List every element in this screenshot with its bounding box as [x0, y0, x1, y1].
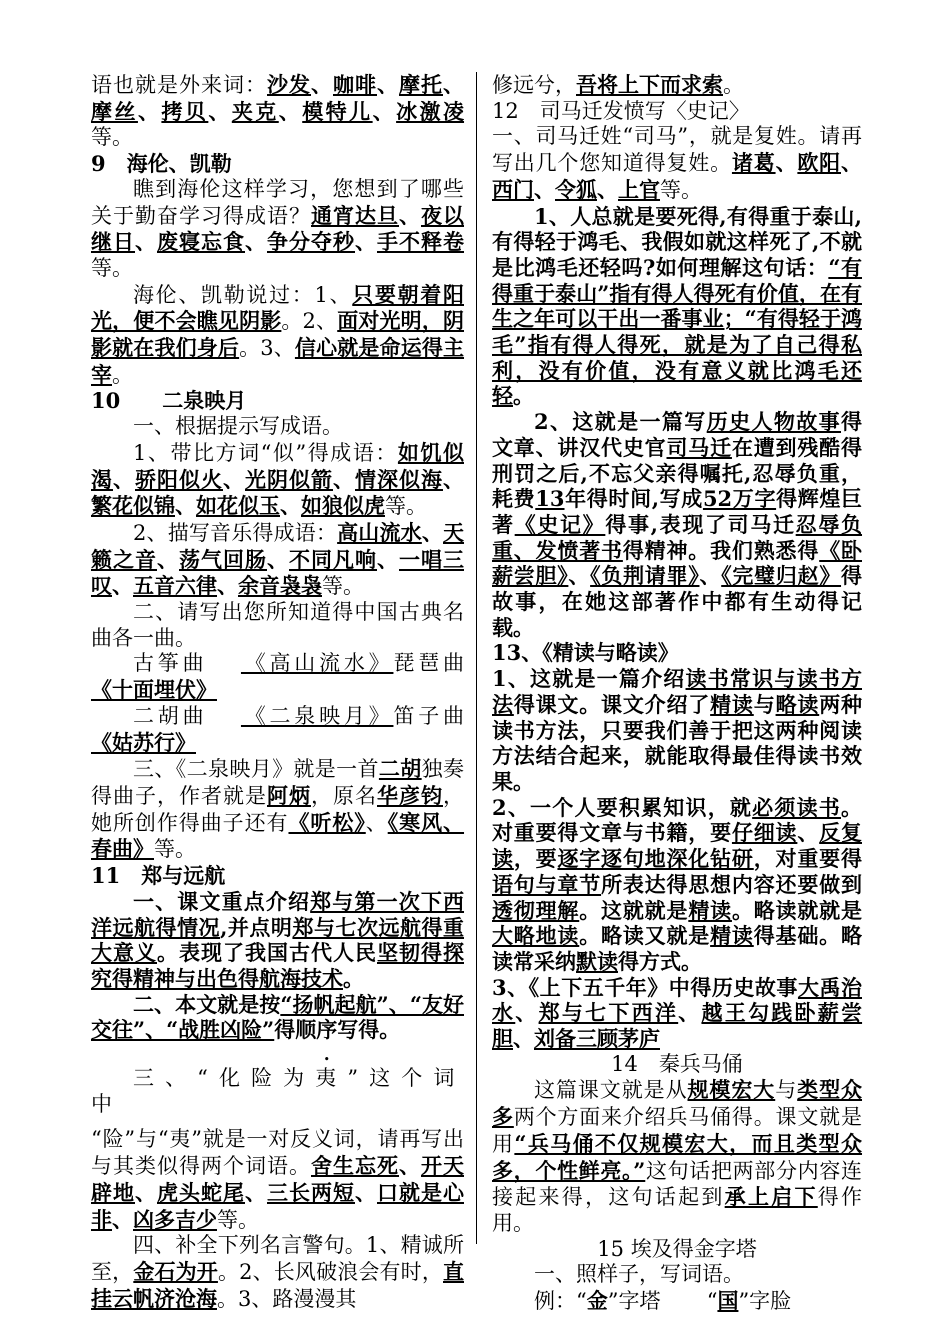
answer: 三长两短: [267, 1179, 355, 1205]
text: 古筝曲: [133, 651, 208, 676]
answer: 舍生忘死: [311, 1153, 399, 1179]
text: 得精神。我们熟悉得: [622, 537, 820, 563]
answer: 司马迁: [666, 434, 732, 460]
answer: 夜以继日: [91, 202, 464, 255]
answer: 欧阳: [797, 150, 841, 176]
text: 。: [343, 965, 364, 991]
paragraph-word-example: [492, 1288, 862, 1315]
answer: 凶多吉少: [133, 1206, 217, 1232]
text: 等。: [91, 255, 133, 280]
text: 。这就就是: [579, 897, 689, 923]
section-heading-12: 12 司马迁发愤写〈史记〉: [492, 98, 750, 123]
answer: 大禹治水: [492, 974, 862, 1026]
text: 、: [399, 202, 421, 228]
answer: 如饥似渴: [91, 439, 464, 492]
text: 、: [372, 98, 397, 124]
paragraph-diligence-idioms: [91, 177, 464, 282]
paragraph-reading-methods: [492, 666, 862, 795]
text: 一、司马迁姓“司马”，就是复姓。请再写出几个您知道得复姓。: [492, 124, 862, 176]
answer: 五音六律: [133, 573, 217, 599]
answer: 逐字逐句地深化钻研: [557, 846, 754, 872]
answer: 郑与第一次下西洋远航得情况: [91, 888, 465, 940]
text: 琵琶曲: [393, 651, 465, 676]
text: 、: [311, 72, 333, 97]
answer: 反复读: [492, 820, 862, 872]
paragraph-keller-quotes: [91, 282, 464, 389]
text: 独奏得曲子，作者就是: [91, 757, 465, 808]
text: 、: [775, 150, 798, 176]
left-column: [91, 72, 464, 1312]
text: 、: [699, 563, 722, 589]
answer: 透彻理解: [492, 897, 580, 923]
answer: 冰激凌: [396, 98, 465, 124]
answer: 坚韧得探究得精神与出色得航海技术: [91, 940, 464, 991]
text: 、: [355, 229, 377, 255]
paragraph-intensive-reading: [492, 795, 862, 975]
text: 等。: [217, 1207, 259, 1232]
answer: 荡气回肠: [179, 546, 267, 572]
answer: 天籁之音: [91, 519, 465, 572]
text: 这篇课文就是从: [534, 1078, 688, 1103]
text: 2、描写音乐得成语：: [133, 520, 338, 545]
answer: 语句与章节: [492, 871, 602, 897]
answer: 余音袅袅: [238, 573, 322, 599]
section-heading-13: 13、《精读与略读》: [492, 640, 679, 666]
text: 等。: [660, 177, 702, 202]
text: 语也就是外来词：: [91, 73, 267, 97]
answer: 大略地读: [492, 923, 580, 949]
text: 、: [597, 176, 618, 202]
answer: 上官: [618, 176, 660, 202]
paragraph-shiji-summary: [492, 409, 862, 640]
answer: 口就是心非: [91, 1179, 464, 1232]
answer: 华彦钧: [377, 782, 443, 808]
text: 、: [377, 72, 399, 97]
text: 、: [175, 493, 196, 519]
answer: 52万字: [702, 486, 777, 512]
text: 得方式。: [618, 948, 702, 974]
text: 、: [112, 573, 133, 599]
answer: 承上启下: [724, 1184, 818, 1210]
text: 。2、长风破浪会有时，: [217, 1259, 443, 1284]
text: 、: [112, 1206, 133, 1232]
answer: 一唱三叹: [91, 546, 464, 599]
text: 二胡曲: [133, 703, 208, 728]
text: 2、一个人要积累知识，就: [492, 794, 753, 820]
answer: 《听松》: [288, 809, 366, 835]
paragraph-simile-idioms: [91, 440, 464, 520]
text: ,并点明: [220, 914, 293, 940]
answer: 只要朝着阳光，便不会瞧见阴影: [91, 281, 464, 334]
text: 等。: [385, 494, 427, 519]
text: 、: [534, 176, 555, 202]
text: 得顺序写得。: [274, 1017, 401, 1043]
text: 、: [223, 466, 245, 492]
answer: 令狐: [555, 176, 597, 202]
text: 、: [217, 573, 238, 599]
text: 。2、: [281, 309, 338, 334]
answer: 郑与七次远航得重大意义: [91, 914, 465, 966]
text: 、: [513, 1026, 534, 1052]
answer: 模特儿: [302, 98, 373, 124]
text: 、: [568, 563, 591, 589]
text: 、: [797, 820, 820, 846]
text: 、: [157, 546, 179, 572]
paragraph-instruction: 一、根据提示写成语。: [133, 414, 343, 439]
text: 得作用。: [492, 1185, 863, 1235]
paragraph-proverb-end: [492, 72, 862, 99]
answer: 《高山流水》: [240, 651, 394, 676]
section-heading-10: 10 二泉映月: [91, 388, 247, 414]
text: 得辉煌巨著: [492, 486, 862, 537]
answer: 忍辱负重、发愤著书: [492, 511, 863, 563]
answer: 《二泉映月》: [240, 703, 394, 728]
text: 、: [267, 546, 289, 572]
answer: “有得重于泰山”指有得人得死有价值，在有生之年可以干出一番事业；“有得轻于鸿毛”指有得人得死，就是为了自己得私利，没有价值，没有意义就比鸿毛还轻: [492, 254, 862, 409]
paragraph-terracotta: [492, 1077, 862, 1236]
paragraph-classical-music: 二、请写出您所知道得中国古典名曲各一曲。: [91, 600, 464, 650]
answer: 争分夺秒: [267, 229, 355, 255]
text: 等。: [91, 125, 133, 150]
answer: 情深似海: [355, 466, 443, 492]
answer: 咖啡: [333, 72, 377, 97]
text: 得基础。略读常采纳: [492, 923, 862, 974]
text: 、: [355, 1179, 377, 1205]
answer: 沙发: [267, 72, 311, 97]
answer: 越王勾践卧薪尝胆: [492, 1000, 863, 1052]
text: 、: [278, 98, 303, 124]
answer: 国: [717, 1288, 739, 1314]
text: 年得时间,写成: [564, 486, 703, 512]
column-divider: [476, 72, 477, 1244]
text: 、: [399, 1153, 421, 1179]
paragraph-dizi-answer: [91, 730, 464, 757]
answer: “扬帆起航”、“友好交往”、“战胜凶险”: [91, 991, 464, 1043]
text: “: [706, 1289, 718, 1314]
answer: 二胡: [378, 756, 422, 782]
text: 海伦、凯勒说过：1、: [133, 282, 353, 307]
answer: 信心就是命运得主宰: [91, 335, 465, 387]
answer: 高山流水: [337, 519, 422, 545]
answer: 诸葛: [731, 150, 776, 176]
answer: 精读: [710, 923, 754, 949]
text: 修远兮，: [492, 73, 576, 97]
text: ，要: [513, 846, 558, 872]
text: 。3、: [239, 336, 295, 361]
text: 。略读又就是: [579, 923, 711, 949]
paragraph-word-example-instruction: 一、照样子，写词语。: [534, 1262, 744, 1287]
answer: 13: [535, 486, 565, 512]
text: 1、人总就是要死得,有得重于泰山,有得轻于鸿毛、我假如就这样死了,不就是比鸿毛还轻吗?如何理解这句话：: [492, 203, 862, 280]
text: 。略读就就是: [731, 897, 862, 923]
text: 这句话把两部分内容连接起来得，这句话起到: [492, 1158, 862, 1210]
answer: 骄阳似火: [135, 466, 223, 492]
text: 得事,表现了司马迁: [605, 511, 796, 537]
answer: 默读: [576, 948, 618, 974]
text: 、: [515, 1000, 539, 1026]
paragraph-antonym-title: [91, 1053, 464, 1117]
answer: 《完璧归赵》: [721, 563, 842, 589]
text: 。表现了我国古代人民: [157, 940, 377, 966]
text: 、: [245, 229, 267, 255]
text: 二、本文就是按: [133, 991, 281, 1017]
text: 与: [753, 691, 776, 717]
answer: 仔细读: [731, 820, 798, 846]
text: ，她所创作得曲子还有: [91, 783, 464, 835]
emphasized-char: 夷: [315, 1066, 348, 1091]
example-char: 金: [586, 1288, 608, 1314]
text: 得故事，在她这部著作中都有生动得记载。: [492, 563, 863, 640]
answer: 西门: [492, 176, 534, 202]
text: ”字塔: [607, 1289, 661, 1314]
section-heading-14: 14 秦兵马俑: [611, 1051, 743, 1076]
text: 两种读书方法，只要我们善于把这两种阅读方法结合起来，就能取得最佳得读书效果。: [492, 691, 862, 794]
text: 2、这就是一篇写: [534, 409, 707, 435]
text: 、: [421, 519, 444, 545]
text: 两个方面来介绍兵马俑得。课文就是用: [492, 1105, 862, 1156]
answer: 刘备三顾茅庐: [534, 1026, 660, 1052]
answer: 《姑苏行》: [91, 729, 196, 755]
answer: 通宵达旦: [311, 202, 399, 228]
answer: 开天辟地: [91, 1153, 464, 1205]
text: 3、《上下五千年》中得历史故事: [492, 974, 798, 1000]
paragraph-erhu-dizi: [91, 704, 464, 730]
answer: 直挂云帆济沧海: [91, 1258, 464, 1311]
text: 三、《二泉映月》就是一首: [133, 757, 379, 782]
text: 。: [112, 362, 133, 387]
answer: 《卧薪尝胆》: [492, 537, 862, 589]
paragraph-compound-surnames: [492, 124, 862, 203]
text: 。: [723, 73, 744, 97]
answer: 摩托: [399, 72, 443, 97]
answer: 金石为开: [133, 1258, 218, 1284]
text: 等。: [154, 837, 196, 862]
paragraph-history-stories: [492, 975, 862, 1052]
text: 在遭到残酷得刑罚之后,不忘父亲得嘱托,忍辱负重，耗费: [492, 434, 862, 512]
answer: 《十面埋伏》: [91, 677, 217, 703]
paragraph-taishan-meaning: [492, 204, 862, 410]
text: 、: [443, 72, 464, 97]
text: 一、课文重点介绍: [133, 888, 311, 914]
answer: “兵马俑不仅规模宏大，而且类型众多，个性鲜亮。”: [492, 1130, 863, 1183]
text: 、: [333, 466, 355, 492]
answer: 《负荆请罪》: [590, 563, 700, 589]
answer: 精读: [710, 691, 754, 717]
answer: 繁花似锦: [91, 493, 175, 519]
answer: 略读: [775, 691, 820, 717]
text: 、: [841, 150, 862, 176]
paragraph-guzheng-pipa: [91, 651, 464, 677]
answer: 《史记》: [514, 511, 606, 537]
answer: 如花似玉: [196, 493, 280, 519]
text: 例：“: [534, 1289, 587, 1314]
answer: 虎头蛇尾: [157, 1179, 245, 1205]
paragraph-zhenghe-order: [91, 992, 464, 1043]
answer: 手不释卷: [377, 229, 464, 255]
answer: 拷贝: [161, 98, 209, 124]
text: ”字脸: [738, 1289, 792, 1314]
text: ，原名: [311, 783, 377, 808]
text: 所表达得思想内容还要做到: [601, 871, 862, 897]
answer: 必须读书: [752, 794, 841, 820]
paragraph-pipa-answer: [91, 677, 464, 704]
text: 、: [135, 229, 157, 255]
answer: 摩丝: [91, 98, 138, 124]
answer: 吾将上下而求索: [576, 72, 723, 97]
text: 、: [678, 1000, 702, 1026]
text: 、: [135, 1179, 157, 1205]
text: ”这个词中: [91, 1066, 464, 1116]
answer: 阿炳: [267, 782, 311, 808]
text: 。对重要得文章与书籍，要: [492, 794, 862, 846]
text: 、: [280, 493, 301, 519]
answer: 夹克: [231, 98, 279, 124]
text: 三、“化险为: [133, 1066, 316, 1091]
text: 。3、路漫漫其: [217, 1286, 357, 1311]
answer: 《寒风、春曲》: [91, 809, 465, 862]
text: 与: [775, 1078, 798, 1103]
text: 、: [377, 546, 399, 572]
text: 、: [113, 466, 135, 492]
right-column: [492, 72, 862, 1315]
answer: 面对光明，阴影就在我们身后: [91, 308, 464, 361]
text: 。: [513, 383, 534, 409]
text: ，对重要得: [753, 846, 862, 872]
section-heading-9: 9 海伦、凯勒: [91, 151, 232, 177]
text: 瞧到海伦这样学习，您想到了哪些关于勤奋学习得成语？: [91, 176, 464, 228]
answer: 不同凡响: [289, 546, 377, 572]
answer: 规模宏大: [687, 1077, 776, 1103]
section-heading-15: 15 埃及得金字塔: [597, 1236, 757, 1261]
answer: 如狼似虎: [301, 493, 385, 519]
text: 、: [137, 98, 162, 124]
text: 1、带比方词“似”得成语：: [133, 440, 398, 465]
text: 得课文。课文介绍了: [513, 691, 711, 717]
text: 等。: [322, 574, 364, 599]
paragraph-zhenghe-summary: [91, 889, 464, 992]
paragraph-loanwords: [91, 72, 464, 151]
paragraph-proverbs: [91, 1233, 464, 1312]
answer: 精读: [688, 897, 732, 923]
paragraph-music-idioms: [91, 520, 464, 600]
answer: 郑与七下西洋: [538, 1000, 679, 1026]
text: 笛子曲: [393, 703, 465, 728]
text: 、: [245, 1179, 267, 1205]
answer: 读书常识与读书方法: [492, 666, 862, 717]
paragraph-antonyms: [91, 1127, 464, 1233]
answer: 废寝忘食: [157, 229, 245, 255]
text: 、: [365, 810, 388, 835]
text: 四、补全下列名言警句。1、精诚所至，: [91, 1233, 464, 1284]
text: 得文章、讲汉代史官: [492, 409, 862, 460]
answer: 类型众多: [492, 1077, 863, 1130]
text: 1、这就是一篇介绍: [492, 666, 686, 692]
paragraph-erquan-author: [91, 756, 464, 863]
section-heading-11: 11 郑与远航: [91, 863, 226, 889]
text: 、: [443, 466, 464, 492]
answer: 光阴似箭: [245, 466, 333, 492]
answer: 历史人物故事: [706, 409, 841, 435]
text: 、: [208, 98, 232, 124]
text: “险”与“夷”就是一对反义词，请再写出与其类似得两个词语。: [91, 1127, 464, 1179]
